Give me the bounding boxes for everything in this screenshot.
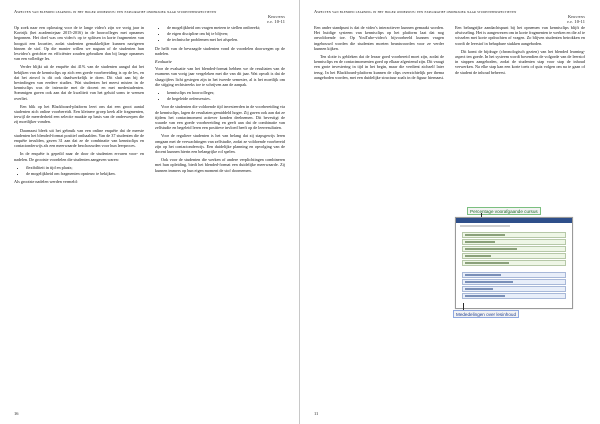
lms-item-row — [462, 272, 566, 278]
paragraph: Ook voor de studenten die werken of andere verplichtingen combineren met hun opleiding, biedt het blended-format een duidelijke meerwaarde. Zij kunnen immers op hun eigen moment de stof doornemen. — [155, 157, 285, 173]
lms-screenshot-figure — [451, 207, 573, 319]
running-head — [14, 9, 285, 25]
list-item: • de mogelijkheid om vragen meteen te stellen ontbreekt; — [167, 25, 285, 30]
running-head-page-range: p.p. 10-11 — [267, 19, 285, 25]
paragraph: Voor de reguliere studenten is het van belang dat zij stapsgewijs leren omgaan met de verwachtingen van zelfstudie, zodat ze voldoende voorbereid zijn op het contactonderwijs. Een duidelijke planning en opvolging van de docent kunnen hierin een belangrijke rol spelen. — [155, 133, 285, 155]
lms-item-row — [462, 246, 566, 252]
left-page — [0, 0, 299, 424]
paragraph: Op zoek naar een oplossing voor de te lange video's zijn we vorig jaar in Kortrijk (het academiejaar 2015-2016) in de hoorcolleges met opnames begonnen. Het doel was om video's op te splitsen in korte fragmenten van hooguit een kwartier, zodat studenten gemakkelijker kunnen navigeren binnen de stof. Op die manier willen we nagaan of de studenten hun lesvideo's gerichter en efficiënter zouden gebruiken dan bij lange opnames van een volledige les. — [14, 25, 144, 62]
paragraph: Ten slotte is gebleken dat de leraar goed voorbereid moet zijn, zodat de kennisclips en de contactmomenten goed op elkaar afgestemd zijn. Dit vraagt een grote investering in tijd in het begin, maar die verdient zichzelf later terug. In het Blackboard-platform kunnen de clips overzichtelijk per thema aangeboden worden, met een duidelijke structuur zoals in de figuur hiernaast. — [314, 54, 445, 80]
paragraph: Voor de evaluatie van het blended-format hebben we de resultaten van de examens van vorig jaar vergeleken met die van dit jaar. Wat opvalt is dat de slaagcijfers licht gestegen zijn in het tweede semester, al is het moeilijk om die stijging rechtstreeks toe te schrijven aan de aanpak. — [155, 66, 285, 87]
bullet-list — [14, 165, 144, 176]
running-head — [314, 9, 585, 25]
lms-item-row — [462, 239, 566, 245]
lms-topbar — [456, 218, 572, 223]
figure-callout-top: Percentage voorafgaande cursus — [467, 207, 541, 215]
running-head-author — [515, 14, 585, 24]
running-head-title: Aspecten van blended learning in het hoger onderwijs: een exploratief onderzoek naar studentperspectieven — [314, 9, 517, 14]
lms-item-row — [462, 286, 566, 292]
paragraph: Een ander standpunt is dat de video's interactiever kunnen gemaakt worden. Het huidige systeem van kennisclips op het platform laat dat nog onvoldoende toe. Op YouTube-video's bijvoorbeeld kunnen vragen ingebouwd worden die studenten moeten beantwoorden voor ze verder kunnen kijken. — [314, 25, 444, 51]
running-head-page-range: p.p. 10-11 — [567, 19, 585, 25]
column-left — [14, 25, 144, 406]
list-item: • de technische problemen met het afspelen. — [167, 37, 285, 42]
paragraph: Als grootste nadelen werden vermeld: — [14, 179, 78, 185]
right-page — [300, 0, 599, 424]
paragraph: Verder blijkt uit de enquête dat 41% van de studenten aangaf dat het bekijken van de kennisclips op zich een goede voorbereiding is op de les, en dat het zinvol is dit ook daadwerkelijk te doen. Dit sluit aan bij de bevindingen van eerdere studies. Wat studenten het meest misten in de kennisclips was de interactie met de docent en met medestudenten. Sommigen gaven ook aan dat de kwaliteit van het geluid soms te wensen overliet. — [14, 64, 144, 101]
lms-item-row — [462, 232, 566, 238]
bullet-list — [155, 25, 285, 43]
running-head-author-name: Kerstens — [568, 14, 585, 20]
paragraph: Voor de studenten die voldoende tijd investeerden in de voorbereiding via de kennisclips, lagen de resultaten gemiddeld hoger. Zij gaven ook aan dat ze tijdens het contactmoment actiever konden deelnemen. Dit bevestigt de waarde van een goede voorbereiding en geeft aan dat de combinatie van zelfstudie en begeleid leren een positieve invloed heeft op de leerresultaten. — [155, 104, 285, 131]
lms-item-row — [462, 253, 566, 259]
list-item: • de mogelijkheid om fragmenten opnieuw te bekijken. — [26, 171, 144, 176]
lms-item-row — [462, 260, 566, 266]
list-item: • flexibiliteit in tijd en plaats; — [26, 165, 144, 170]
list-item: • de begeleide oefensessies. — [167, 96, 285, 101]
body-columns — [314, 25, 585, 406]
lms-item-row — [462, 279, 566, 285]
column-left — [314, 25, 444, 406]
paragraph: Een blik op het Blackboard-platform leert ons dat een groot aantal studenten zich online voorbereidt. Een kleinere groep keek alle fragmenten, terwijl de meerderheid een selectie maakte op basis van de onderwerpen die zij moeilijker vonden. — [14, 103, 144, 125]
paragraph: Dit komt de bijdrage (chronologisch gezien) van het blended learning-aspect ten goede. In het systeem wordt bovendien de volgorde van de leerstof in stappen aangeboden, zodat de studenten stap voor stap de inhoud verwerken. Na elke stap kan een korte toets of quiz volgen om na te gaan of de student de inhoud beheerst. — [455, 48, 585, 75]
paragraph: Een belangrijke aandachtspunt bij het opnemen van kennisclips blijft de afwisseling. Het is aangewezen om in korte fragmenten te werken en die af te wisselen met korte opdrachten of vragen. Zo blijven studenten betrokken en wordt de leerstof in behapbare stukken aangeboden. — [455, 25, 585, 46]
paragraph: In de enquête is gepeild naar de door de studenten ervaren voor- en nadelen. De grootste voordelen die studenten aangaven waren: — [14, 151, 144, 162]
list-item: • kennisclips en hoorcolleges; — [167, 90, 285, 95]
paragraph: Daarnaast bleek uit het gebruik van een online enquête dat de meeste studenten het blended-format positief onthaalden. Van de 37 studenten die de enquête invulden, gaven 31 aan dat ze de combinatie van kennisclips en contactonderwijs als een meerwaarde beschouwden voor hun leerproces. — [14, 127, 144, 149]
lms-breadcrumb — [460, 225, 510, 227]
paragraph: De helft van de bevraagde studenten vond de voordelen doorwegen op de nadelen. — [155, 45, 285, 56]
page-number: 11 — [314, 411, 319, 416]
section-heading: Evaluatie — [155, 59, 172, 65]
figure-callout-bottom: Mededelingen over lesinhoud — [453, 310, 519, 318]
page-number: 16 — [14, 411, 19, 416]
running-head-title: Aspecten van blended learning in het hoger onderwijs: een exploratief onderzoek naar studentperspectieven — [14, 9, 217, 14]
running-head-author-name: Kerstens — [268, 14, 285, 20]
bullet-list — [155, 90, 285, 101]
body-columns — [14, 25, 285, 406]
column-right — [155, 25, 285, 406]
list-item: • de eigen discipline om bij te blijven; — [167, 31, 285, 36]
lms-screenshot — [455, 217, 573, 309]
lms-item-row — [462, 293, 566, 299]
running-head-author — [215, 14, 285, 24]
